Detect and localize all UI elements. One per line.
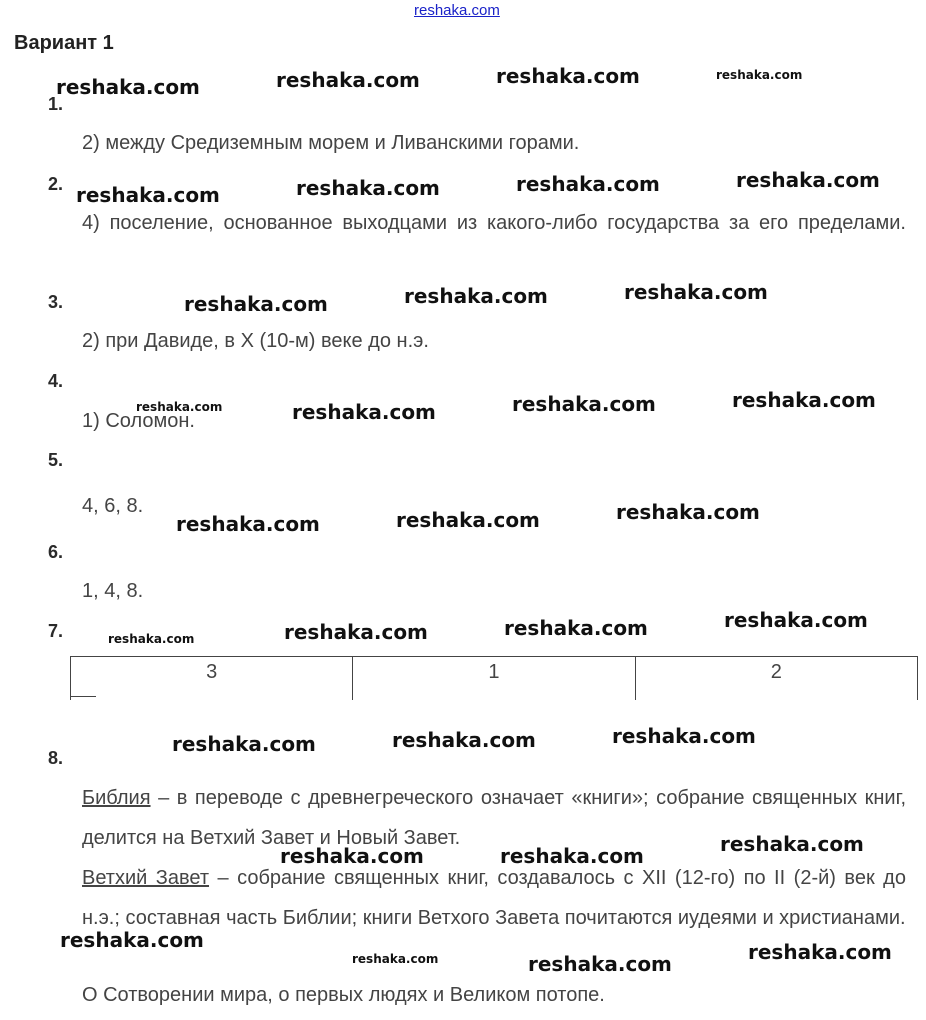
table-cell: 1 — [353, 657, 635, 701]
watermark: reshaka.com — [516, 172, 660, 196]
watermark: reshaka.com — [292, 400, 436, 424]
watermark: reshaka.com — [76, 183, 220, 207]
item-8-extra: О Сотворении мира, о первых людях и Великом потопе. — [82, 984, 605, 1006]
item-number-6: 6. — [48, 542, 64, 562]
watermark: reshaka.com — [284, 620, 428, 644]
watermark: reshaka.com — [56, 75, 200, 99]
watermark: reshaka.com — [748, 940, 892, 964]
watermark: reshaka.com — [352, 952, 439, 966]
watermark: reshaka.com — [136, 400, 223, 414]
watermark: reshaka.com — [624, 280, 768, 304]
watermark: reshaka.com — [500, 844, 644, 868]
table-corner-mark — [70, 696, 96, 697]
item-number-8: 8. — [48, 748, 64, 768]
item-answer-4: 1) Соломон. — [82, 410, 195, 432]
watermark: reshaka.com — [528, 952, 672, 976]
item-answer-6: 1, 4, 8. — [82, 580, 144, 602]
item-number-2: 2. — [48, 174, 64, 194]
watermark: reshaka.com — [184, 292, 328, 316]
table-cell: 3 — [71, 657, 353, 701]
watermark: reshaka.com — [616, 500, 760, 524]
watermark: reshaka.com — [280, 844, 424, 868]
answer-table — [70, 656, 918, 700]
item-answer-1: 2) между Средиземным морем и Ливанскими горами. — [82, 132, 580, 154]
watermark: reshaka.com — [396, 508, 540, 532]
watermark: reshaka.com — [172, 732, 316, 756]
watermark: reshaka.com — [392, 728, 536, 752]
term-definition: – собрание священных книг, создавалось с XII (12-го) по II (2-й) век до н.э.; составная часть Библии; книги Ветхого Завета почитаются иудеями и христианами. — [82, 867, 906, 929]
item-number-3: 3. — [48, 292, 64, 312]
watermark: reshaka.com — [60, 928, 204, 952]
table-cell: 2 — [635, 657, 917, 701]
item-number-5: 5. — [48, 450, 64, 470]
watermark: reshaka.com — [736, 168, 880, 192]
term-definition: – в переводе с древнегреческого означает «книги»; собрание священных книг, делится на Ветхий Завет и Новый Завет. — [82, 787, 906, 849]
watermark: reshaka.com — [732, 388, 876, 412]
watermark: reshaka.com — [720, 832, 864, 856]
item-answer-5: 4, 6, 8. — [82, 495, 144, 517]
watermark: reshaka.com — [496, 64, 640, 88]
watermark: reshaka.com — [276, 68, 420, 92]
watermark: reshaka.com — [176, 512, 320, 536]
watermark: reshaka.com — [512, 392, 656, 416]
source-link[interactable]: reshaka.com — [414, 2, 500, 19]
item-number-7: 7. — [48, 621, 64, 641]
item-answer-2: 4) поселение, основанное выходцами из какого-либо государства за его пределами. — [82, 212, 906, 234]
item-number-4: 4. — [48, 371, 64, 391]
item-number-1: 1. — [48, 94, 64, 114]
table-row — [71, 657, 918, 701]
watermark: reshaka.com — [724, 608, 868, 632]
page-title: Вариант 1 — [14, 32, 114, 54]
watermark: reshaka.com — [108, 632, 195, 646]
watermark: reshaka.com — [504, 616, 648, 640]
watermark: reshaka.com — [296, 176, 440, 200]
watermark: reshaka.com — [716, 68, 803, 82]
item-answer-3: 2) при Давиде, в X (10-м) веке до н.э. — [82, 330, 429, 352]
watermark: reshaka.com — [404, 284, 548, 308]
term-old-testament — [82, 858, 906, 938]
term-label: Ветхий Завет — [82, 867, 210, 889]
watermark: reshaka.com — [612, 724, 756, 748]
term-label: Библия — [82, 787, 151, 809]
